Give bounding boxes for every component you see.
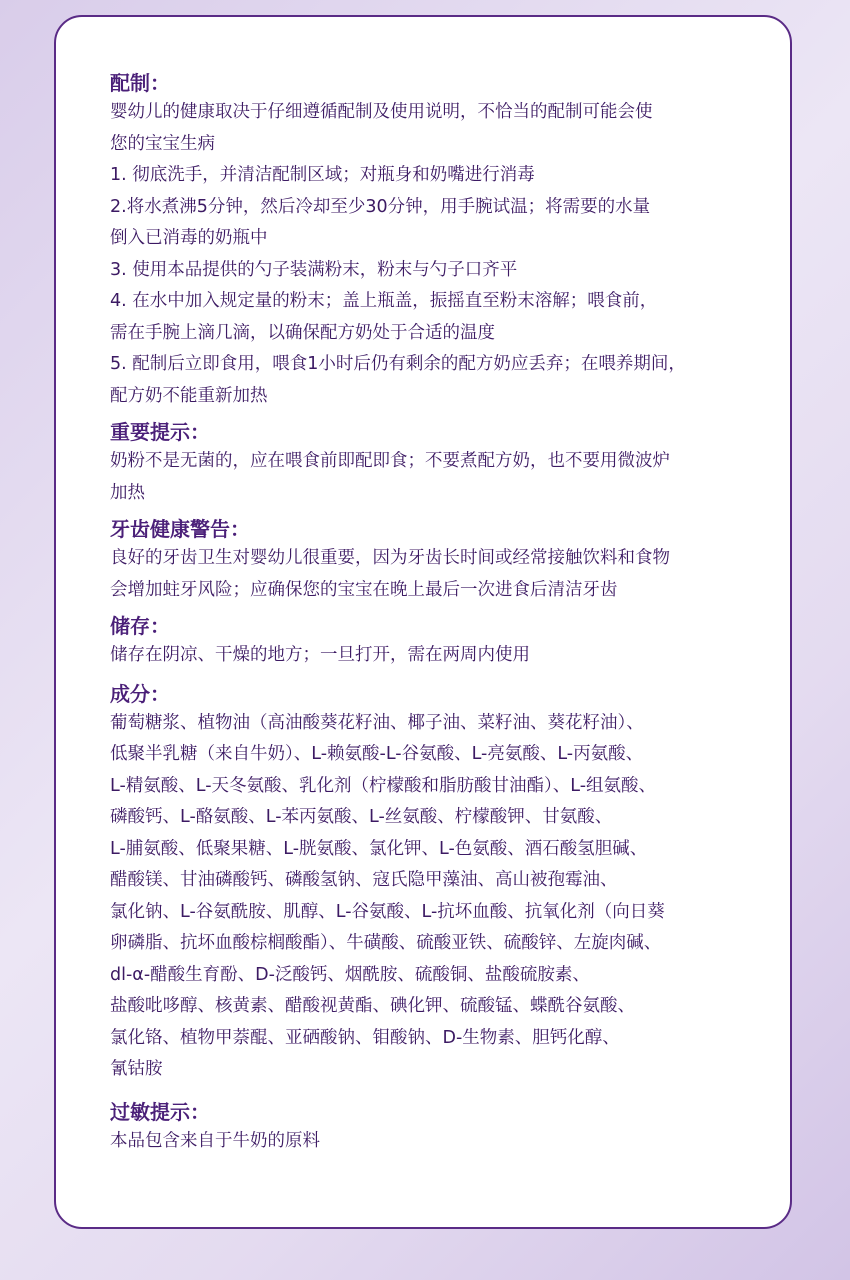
preparation-heading: 配制： <box>110 71 170 95</box>
text-line: 卵磷脂、抗坏血酸棕榈酸酯）、牛磺酸、硫酸亚铁、硫酸锌、左旋肉碱、 <box>110 933 662 953</box>
allergy-text <box>110 1126 752 1158</box>
text-line: 醋酸镁、甘油磷酸钙、磷酸氢钠、寇氏隐甲藻油、高山被孢霉油、 <box>110 870 618 890</box>
text-line: 1. 彻底洗手，并清洁配制区域；对瓶身和奶嘴进行消毒 <box>110 165 535 185</box>
instructions-card <box>54 15 792 1229</box>
text-line: 磷酸钙、L-酪氨酸、L-苯丙氨酸、L-丝氨酸、柠檬酸钾、甘氨酸、 <box>110 807 613 827</box>
text-line: 3. 使用本品提供的勺子装满粉末，粉末与勺子口齐平 <box>110 259 518 280</box>
text-line: 氯化铬、植物甲萘醌、亚硒酸钠、钼酸钠、D-生物素、胆钙化醇、 <box>110 1027 620 1048</box>
text-line: 需在手腕上滴几滴，以确保配方奶处于合适的温度 <box>110 322 495 343</box>
important-text <box>110 446 752 509</box>
text-line: 倒入已消毒的奶瓶中 <box>110 228 268 248</box>
important-heading: 重要提示： <box>110 420 210 444</box>
text-line: 会增加蛀牙风险；应确保您的宝宝在晚上最后一次进食后清洁牙齿 <box>110 579 618 600</box>
preparation-text <box>110 97 752 412</box>
text-line: 您的宝宝生病 <box>110 133 215 154</box>
storage-heading: 储存： <box>110 614 170 638</box>
text-line: 低聚半乳糖（来自牛奶）、L-赖氨酸-L-谷氨酸、L-亮氨酸、L-丙氨酸、 <box>110 744 644 764</box>
text-line: 本品包含来自于牛奶的原料 <box>110 1130 320 1151</box>
text-line: 婴幼儿的健康取决于仔细遵循配制及使用说明，不恰当的配制可能会使 <box>110 102 653 122</box>
text-line: dl-α-醋酸生育酚、D-泛酸钙、烟酰胺、硫酸铜、盐酸硫胺素、 <box>110 964 590 985</box>
text-line: 氯化钠、L-谷氨酰胺、肌醇、L-谷氨酸、L-抗坏血酸、抗氧化剂（向日葵 <box>110 901 665 922</box>
dental-warning-heading: 牙齿健康警告： <box>110 517 250 541</box>
text-line: 储存在阴凉、干燥的地方；一旦打开，需在两周内使用 <box>110 645 530 665</box>
text-line: 加热 <box>110 482 145 503</box>
text-line: 葡萄糖浆、植物油（高油酸葵花籽油、椰子油、菜籽油、葵花籽油）、 <box>110 712 644 733</box>
text-line: 5. 配制后立即食用，喂食1小时后仍有剩余的配方奶应丢弃；在喂养期间， <box>110 354 686 374</box>
text-line: 2.将水煮沸5分钟，然后冷却至少30分钟，用手腕试温；将需要的水量 <box>110 196 651 217</box>
allergy-heading: 过敏提示： <box>110 1099 210 1124</box>
text-line: L-脯氨酸、低聚果糖、L-胱氨酸、氯化钾、L-色氨酸、酒石酸氢胆碱、 <box>110 838 648 859</box>
ingredients-heading: 成分： <box>110 681 170 706</box>
dental-warning-text <box>110 543 752 606</box>
text-line: 奶粉不是无菌的，应在喂食前即配即食；不要煮配方奶，也不要用微波炉 <box>110 451 670 471</box>
text-line: 配方奶不能重新加热 <box>110 385 268 406</box>
ingredients-text <box>110 708 752 1086</box>
storage-text <box>110 640 752 672</box>
text-line: L-精氨酸、L-天冬氨酸、乳化剂（柠檬酸和脂肪酸甘油酯）、L-组氨酸、 <box>110 775 657 796</box>
text-line: 盐酸吡哆醇、核黄素、醋酸视黄酯、碘化钾、硫酸锰、蝶酰谷氨酸、 <box>110 996 635 1016</box>
text-line: 良好的牙齿卫生对婴幼儿很重要，因为牙齿长时间或经常接触饮料和食物 <box>110 548 670 568</box>
text-line: 4. 在水中加入规定量的粉末；盖上瓶盖，振摇直至粉末溶解；喂食前， <box>110 291 658 311</box>
text-line: 氰钴胺 <box>110 1059 163 1079</box>
